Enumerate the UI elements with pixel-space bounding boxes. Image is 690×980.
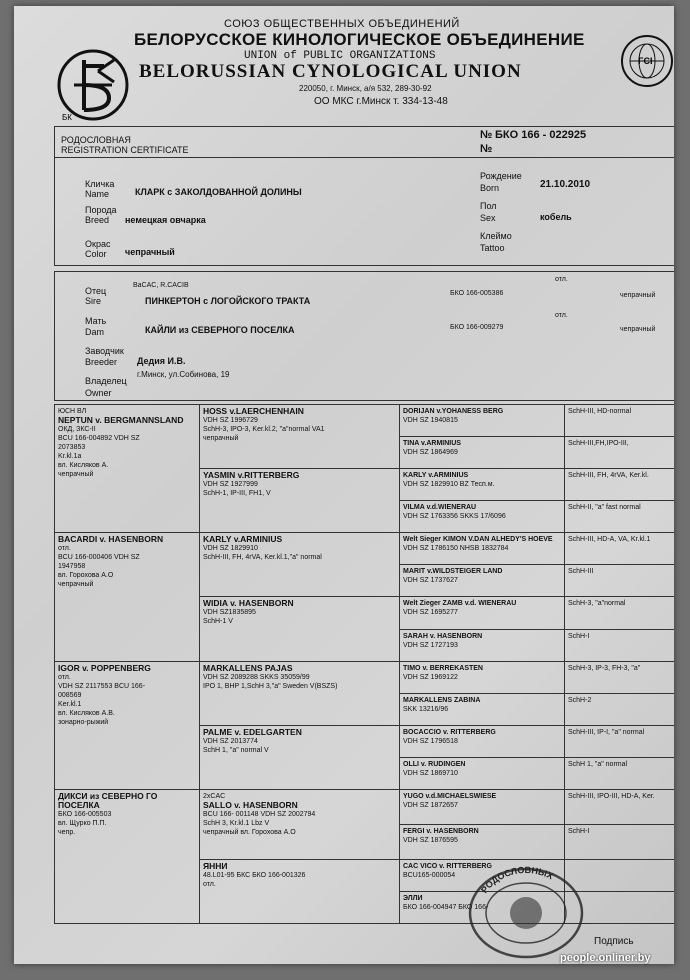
great-grandparent-cell — [200, 405, 400, 469]
breed: немецкая овчарка — [125, 215, 206, 225]
ggp-name: YASMIN v.RITTERBERG — [203, 470, 300, 481]
grandparent-line: отл. — [58, 545, 71, 553]
ancestor-reg: VDH SZ 1796518 — [403, 737, 458, 745]
grandparent-color: зонарно-рыжий — [58, 718, 109, 726]
ggp-line: VDH SZ 2013774 — [203, 737, 258, 745]
ancestor-note: SchH-III, FH, 4rVA, Ker.kl. — [568, 472, 649, 480]
ancestor-note: SchH-III, IPO-III, HD-A, Ker. — [568, 792, 655, 800]
owner-label-en: Owner — [85, 388, 112, 398]
ancestor-name: SARAH v. HASENBORN — [403, 632, 483, 640]
tattoo-label-ru: Клеймо — [480, 231, 512, 241]
breeder-label-en: Breeder — [85, 357, 118, 367]
ggp-name: SALLO v. HASENBORN — [203, 799, 298, 810]
bk-logo-icon — [54, 46, 132, 124]
born-label-en: Born — [480, 183, 500, 193]
ancestor-note: SchH-III,FH,IPO-III, — [568, 440, 629, 448]
ancestor-name: FERGI v. HASENBORN — [403, 827, 479, 835]
grandparent-line: BCU 166-004892 VDH SZ — [58, 435, 140, 442]
ancestor-cell — [400, 501, 565, 533]
ancestor-name: DORIJAN v.YOHANESS BERG — [403, 408, 504, 415]
ancestor-name: TINA v.ARMINIUS — [403, 440, 461, 448]
ancestor-name: MARKALLENS ZABINA — [403, 696, 481, 704]
ancestor-reg: BCU165-000054 — [403, 871, 456, 879]
breeder: Дедия И.В. — [137, 356, 186, 366]
great-grandparent-cell — [200, 597, 400, 661]
grandparent-color: чепр. — [58, 828, 76, 836]
owner-address: г.Минск, ул.Собинова, 19 — [137, 370, 230, 379]
ancestor-note-cell — [565, 405, 675, 437]
ancestor-cell — [400, 533, 565, 565]
dam-label-ru: Мать — [85, 316, 107, 326]
ancestor-reg: VDH SZ 1864969 — [403, 449, 458, 457]
grandparent-line: 1947958 — [58, 563, 86, 571]
ancestor-name: ЭЛЛИ — [403, 894, 423, 902]
color-label-ru: Окрас — [85, 239, 111, 249]
ancestor-reg: VDH SZ 1737627 — [403, 577, 458, 585]
grandparent-color: чепрачный — [58, 581, 94, 589]
pedigree-row — [55, 405, 675, 437]
ancestor-name: OLLI v. RUDINGEN — [403, 760, 466, 768]
certificate-box — [54, 126, 674, 266]
ggp-pre: 2xCAC — [203, 792, 226, 800]
ggp-name: WIDIA v. HASENBORN — [203, 598, 294, 609]
name-label-ru: Кличка — [85, 179, 115, 189]
ancestor-note: SchH-I — [568, 632, 590, 640]
ancestor-name: Welt Sieger KIMON V.DAN ALHEDY'S HOEVE — [403, 536, 553, 544]
grandparent-line: Ker.kl.1 — [58, 700, 82, 708]
ancestor-name: TIMO v. BERREKASTEN — [403, 664, 483, 672]
dam-label-en: Dam — [85, 327, 105, 337]
ggp-name: KARLY v.ARMINIUS — [203, 534, 283, 545]
sire-reg: БКО 166-005386 — [450, 290, 504, 297]
office: ОО МКС г.Минск т. 334-13-48 — [314, 96, 448, 107]
ancestor-reg: БКО 166-004947 БКО 166- — [403, 903, 489, 911]
ancestor-cell — [400, 757, 565, 789]
ggp-line: VDH SZ 1996729 — [203, 417, 258, 424]
round-stamp-icon — [466, 861, 586, 961]
ggp-line: SchH-3, IPO-3, Ker.kl.2, "a"normal VA1 — [203, 426, 325, 433]
grandparent-name: BACARDI v. HASENBORN — [58, 534, 164, 545]
ancestor-name: Welt Zieger ZAMB v.d. WIENERAU — [403, 600, 517, 608]
parents-box — [54, 271, 674, 401]
name-label-en: Name — [85, 189, 110, 199]
ancestor-note-cell — [565, 789, 675, 824]
grandparent-line: 2073853 — [58, 444, 86, 451]
dam-reg: БКО 166-009279 — [450, 324, 504, 331]
svg-text:FCI: FCI — [638, 56, 653, 66]
ancestor-cell — [400, 565, 565, 597]
sire-grade: отл. — [555, 276, 568, 283]
ancestor-note: SchH-III, HD-normal — [568, 408, 632, 415]
ggp-line: VDH SZ 2089288 SKKS 35059/99 — [203, 673, 310, 681]
grandparent-cell — [55, 661, 200, 789]
ancestor-cell — [400, 597, 565, 629]
ggp-line: IPO 1, BHP 1,SchH 3,"a" Sweden V(BSZS) — [203, 682, 338, 690]
ancestor-note: SchH-III — [568, 568, 594, 576]
ancestor-note: SchH-II, "a" fast normal — [568, 504, 641, 512]
sire-label-ru: Отец — [85, 286, 107, 296]
ancestor-name: VILMA v.d.WIENERAU — [403, 504, 477, 512]
ancestor-reg: VDH SZ 1695277 — [403, 609, 458, 617]
sire-color: чепрачный — [620, 292, 656, 299]
ancestor-note-cell — [565, 629, 675, 661]
grandparent-line: вл. Кисляков А.В. — [58, 709, 115, 717]
ancestor-cell — [400, 725, 565, 757]
ancestor-note: SchH-III, IP-I, "a" normal — [568, 728, 645, 736]
great-grandparent-cell — [200, 725, 400, 789]
ancestor-reg: VDH SZ 1786150 NHSB 1832784 — [403, 545, 509, 553]
ancestor-reg: VDH SZ 1872657 — [403, 801, 458, 809]
ancestor-note-cell — [565, 469, 675, 501]
color-label-en: Color — [85, 249, 107, 259]
assoc-title-en: BELORUSSIAN CYNOLOGICAL UNION — [139, 61, 522, 82]
breed-label-ru: Порода — [85, 205, 117, 215]
ancestor-cell — [400, 629, 565, 661]
grandparent-name: IGOR v. POPPENBERG — [58, 662, 151, 673]
ancestor-reg: VDH SZ 1727193 — [403, 641, 458, 649]
ancestor-note-cell — [565, 693, 675, 725]
dam-color: чепрачный — [620, 326, 656, 333]
ggp-line: VDH SZ1835895 — [203, 609, 256, 617]
great-grandparent-cell — [200, 661, 400, 725]
ancestor-cell — [400, 469, 565, 501]
grandparent-line: вл. Щурко П.П. — [58, 819, 107, 827]
grandparent-name: NEPTUN v. BERGMANNSLAND — [58, 415, 184, 425]
ggp-name: PALME v. EDELGARTEN — [203, 726, 302, 737]
ancestor-note: SchH 1, "a" normal — [568, 760, 628, 768]
ancestor-name: MARIT v.WILDSTEIGER LAND — [403, 568, 503, 576]
grandparent-name: ДИКСИ из СЕВЕРНО ГО ПОСЕЛКА — [58, 790, 158, 810]
ancestor-reg: VDH SZ 1829910 BZ Тесп.м. — [403, 481, 495, 489]
grandparent-line: БКО 166-005503 — [58, 810, 112, 818]
breed-label-en: Breed — [85, 215, 110, 225]
dam-name: КАЙЛИ из СЕВЕРНОГО ПОСЕЛКА — [145, 325, 295, 335]
ancestor-note: SchH-3, "a"normal — [568, 600, 626, 608]
grandparent-cell — [55, 533, 200, 661]
pedigree-document — [14, 6, 674, 964]
title-ru: РОДОСЛОВНАЯ — [61, 135, 131, 145]
born-date: 21.10.2010 — [540, 179, 591, 190]
grandparent-cell — [55, 405, 200, 533]
ancestor-note-cell — [565, 437, 675, 469]
sire-titles: BaCAC, R.CACIB — [133, 282, 189, 289]
ancestor-note: SchH-3, IP-3, FH-3, "a" — [568, 664, 641, 672]
ancestor-note-cell — [565, 757, 675, 789]
grandparent-line: ОКД, ЗКС-II — [58, 426, 96, 433]
ancestor-reg: SKK 13216/96 — [403, 705, 449, 713]
ancestor-reg: VDH SZ 1876595 — [403, 836, 458, 844]
tattoo-label-en: Tattoo — [480, 243, 505, 253]
ancestor-note: SchH-2 — [568, 696, 592, 704]
address: 220050, г. Минск, а/я 532, 289-30-92 — [299, 84, 432, 93]
born-label-ru: Рождение — [480, 171, 522, 181]
ancestor-cell — [400, 789, 565, 824]
sire-name: ПИНКЕРТОН с ЛОГОЙСКОГО ТРАКТА — [145, 296, 311, 306]
dog-name: КЛАРК с ЗАКОЛДОВАННОЙ ДОЛИНЫ — [135, 187, 302, 197]
assoc-title-ru: БЕЛОРУССКОЕ КИНОЛОГИЧЕСКОЕ ОБЪЕДИНЕНИЕ — [134, 30, 585, 49]
ggp-line: отл. — [203, 880, 216, 888]
ancestor-note: SchH-I — [568, 827, 590, 835]
sex-label-ru: Пол — [480, 201, 497, 211]
grandparent-line: Kr.kl.1a — [58, 453, 82, 460]
grandparent-line: вл. Кисляков А. — [58, 462, 109, 469]
ancestor-note-cell — [565, 824, 675, 859]
ancestor-note-cell — [565, 533, 675, 565]
union-title-ru: СОЮЗ ОБЩЕСТВЕННЫХ ОБЪЕДИНЕНИЙ — [224, 18, 460, 30]
ggp-line: чепрачный вл. Горохова А.О — [203, 828, 296, 836]
signature-label: Подпись — [594, 936, 634, 947]
ancestor-cell — [400, 661, 565, 693]
ggp-line: SchH-1, IP-III, FH1, V — [203, 490, 271, 498]
owner-label-ru: Владелец — [85, 376, 127, 386]
ancestor-reg: VDH SZ 1869710 — [403, 769, 458, 777]
svg-text:БК: БК — [62, 113, 72, 122]
sex-label-en: Sex — [480, 213, 496, 223]
sire-label-en: Sire — [85, 296, 102, 306]
grandparent-cell — [55, 789, 200, 923]
ggp-line: VDH SZ 1829910 — [203, 545, 258, 553]
sex: кобель — [540, 212, 572, 222]
ancestor-note-cell — [565, 501, 675, 533]
grandparent-line: отл. — [58, 673, 71, 681]
great-grandparent-cell — [200, 859, 400, 923]
ancestor-cell — [400, 693, 565, 725]
ancestor-name: BOCACCIO v. RITTERBERG — [403, 728, 496, 736]
ggp-name: HOSS v.LAERCHENHAIN — [203, 406, 304, 416]
ggp-name: ЯННИ — [203, 860, 228, 871]
ancestor-note-cell — [565, 725, 675, 757]
union-title-en: UNION of PUBLIC ORGANIZATIONS — [244, 50, 436, 62]
ancestor-reg: VDH SZ 1940815 — [403, 417, 458, 424]
pedigree-table — [54, 404, 674, 924]
ggp-line: SchH 3, Kr.kl.1 Lbz V — [203, 819, 270, 827]
cert-no-label: № — [480, 129, 493, 141]
breeder-label-ru: Заводчик — [85, 346, 124, 356]
ancestor-name: KARLY v.ARMINIUS — [403, 472, 469, 480]
ggp-line: SchH-III, FH, 4rVA, Ker.kl.1,"a" normal — [203, 554, 322, 562]
ggp-line: VDH SZ 1927999 — [203, 481, 258, 489]
great-grandparent-cell — [200, 789, 400, 859]
grandparent-line: 008569 — [58, 691, 82, 699]
ggp-line: SchH-1 V — [203, 618, 233, 626]
cert-number: БКО 166 - 022925 — [495, 129, 587, 141]
fci-seal-icon — [620, 34, 674, 88]
grandparent-color: чепрачный — [58, 471, 94, 478]
watermark: people.onliner.by — [560, 952, 651, 964]
ancestor-cell — [400, 405, 565, 437]
pedigree-row — [55, 661, 675, 693]
grandparent-line: BCU 166-000406 VDH SZ — [58, 554, 140, 562]
ancestor-reg: VDH SZ 1969122 — [403, 673, 458, 681]
great-grandparent-cell — [200, 533, 400, 597]
ancestor-note: SchH-III, HD-A, VA, Kr.kl.1 — [568, 536, 651, 544]
ancestor-note-cell — [565, 597, 675, 629]
ancestor-cell — [400, 437, 565, 469]
ggp-line: 48.L01-95 БКС БКО 166-001326 — [203, 871, 306, 879]
great-grandparent-cell — [200, 469, 400, 533]
grandparent-line: вл. Горохова А.О — [58, 572, 114, 580]
pedigree-row — [55, 533, 675, 565]
grandparent-pre: ЮСН ВЛ — [58, 408, 87, 415]
svg-text:РОДОСЛОВНЫХ: РОДОСЛОВНЫХ — [479, 864, 555, 895]
ancestor-name: YUGO v.d.MICHAELSWIESE — [403, 792, 497, 800]
ancestor-cell — [400, 824, 565, 859]
cert-no-label-2: № — [480, 143, 493, 155]
ancestor-note-cell — [565, 565, 675, 597]
ancestor-name: CAC VICO v. RITTERBERG — [403, 862, 492, 870]
ggp-line: BCU 166- 001148 VDH SZ 2002794 — [203, 810, 316, 818]
ancestor-reg: VDH SZ 1763356 SKKS 17/6096 — [403, 513, 506, 521]
grandparent-line: VDH SZ 2117553 BCU 166- — [58, 682, 146, 690]
pedigree-row — [55, 789, 675, 824]
ggp-line: чепрачный — [203, 435, 239, 442]
dam-grade: отл. — [555, 312, 568, 319]
ggp-line: SchH 1, "a" normal V — [203, 746, 269, 754]
ggp-name: MARKALLENS PAJAS — [203, 662, 293, 673]
ancestor-note-cell — [565, 661, 675, 693]
title-en: REGISTRATION CERTIFICATE — [61, 145, 189, 155]
color: чепрачный — [125, 247, 175, 257]
